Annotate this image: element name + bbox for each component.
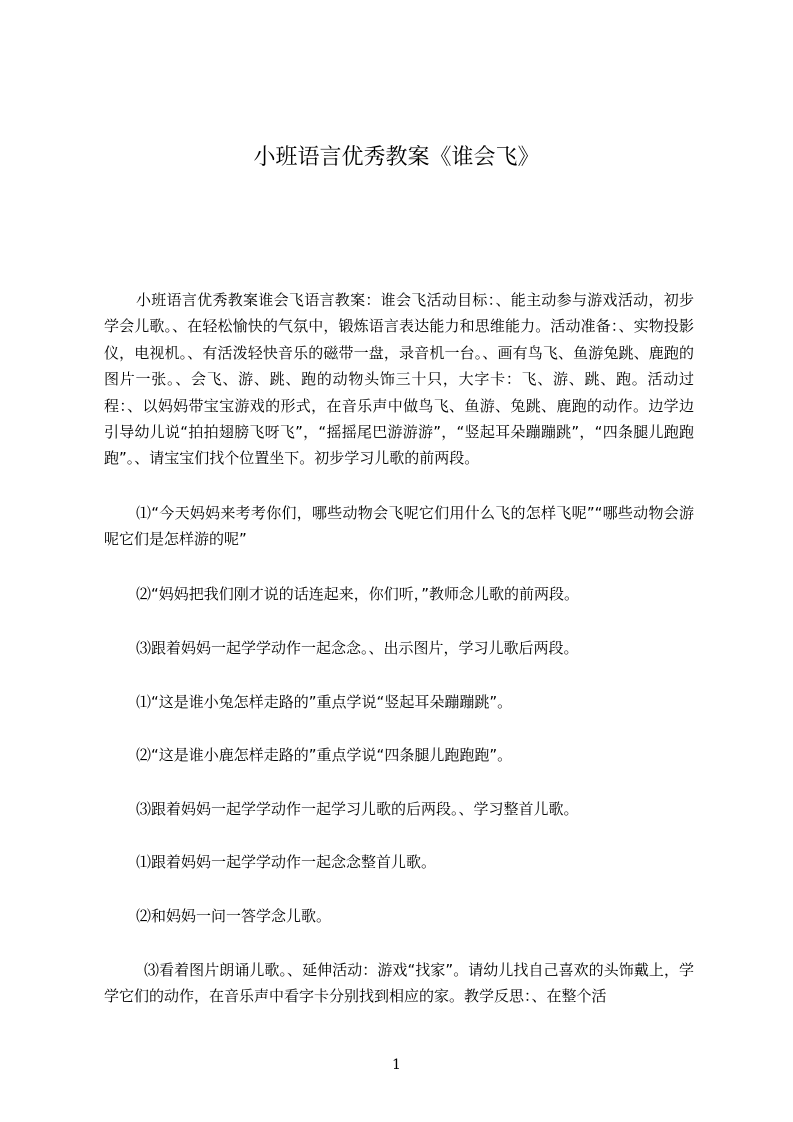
paragraph-step-2: ⑵“妈妈把我们刚才说的话连起来，你们听，”教师念儿歌的前两段。 bbox=[136, 585, 580, 603]
paragraph-step-7: ⑴跟着妈妈一起学学动作一起念念整首儿歌。 bbox=[136, 853, 437, 871]
paragraph-extension: ⑶看着图片朗诵儿歌。、延伸活动：游戏“找家”。请幼儿找自己喜欢的头饰戴上，学学它们的动作，在音乐声中看字卡分别找到相应的家。教学反思：、在整个活 bbox=[104, 961, 694, 1006]
page-number: 1 bbox=[392, 1057, 401, 1073]
paragraph-step-1: ⑴“今天妈妈来考考你们，哪些动物会飞呢它们用什么飞的怎样飞呢”“哪些动物会游呢它们是怎样游的呢” bbox=[104, 504, 694, 549]
document-title: 小班语言优秀教案《谁会飞》 bbox=[253, 145, 540, 170]
paragraph-intro: 小班语言优秀教案谁会飞语言教案：谁会飞活动目标：、能主动参与游戏活动，初步学会儿歌。、在轻松愉快的气氛中，锻炼语言表达能力和思维能力。活动准备：、实物投影仪，电视机。、有活泼轻快音乐的磁带一盘，录音机一台。、画有鸟飞、鱼游兔跳、鹿跑的图片一张。、会飞、游、跳、跑的动物头饰三十只，大字卡：飞、游、跳、跑。活动过程：、以妈妈带宝宝游戏的形式，在音乐声中做鸟飞、鱼游、兔跳、鹿跑的动作。边学边引导幼儿说“拍拍翅膀飞呀飞”，“摇摇尾巴游游游”，“竖起耳朵蹦蹦跳”，“四条腿儿跑跑跑”。、请宝宝们找个位置坐下。初步学习儿歌的前两段。 bbox=[104, 291, 694, 468]
paragraph-step-4: ⑴“这是谁小兔怎样走路的”重点学说“竖起耳朵蹦蹦跳”。 bbox=[136, 693, 513, 711]
paragraph-step-6: ⑶跟着妈妈一起学学动作一起学习儿歌的后两段。、学习整首儿歌。 bbox=[136, 800, 579, 818]
paragraph-step-8: ⑵和妈妈一问一答学念儿歌。 bbox=[136, 907, 332, 925]
paragraph-step-3: ⑶跟着妈妈一起学学动作一起念念。、出示图片，学习儿歌后两段。 bbox=[136, 639, 579, 657]
paragraph-step-5: ⑵“这是谁小鹿怎样走路的”重点学说“四条腿儿跑跑跑”。 bbox=[136, 746, 513, 764]
